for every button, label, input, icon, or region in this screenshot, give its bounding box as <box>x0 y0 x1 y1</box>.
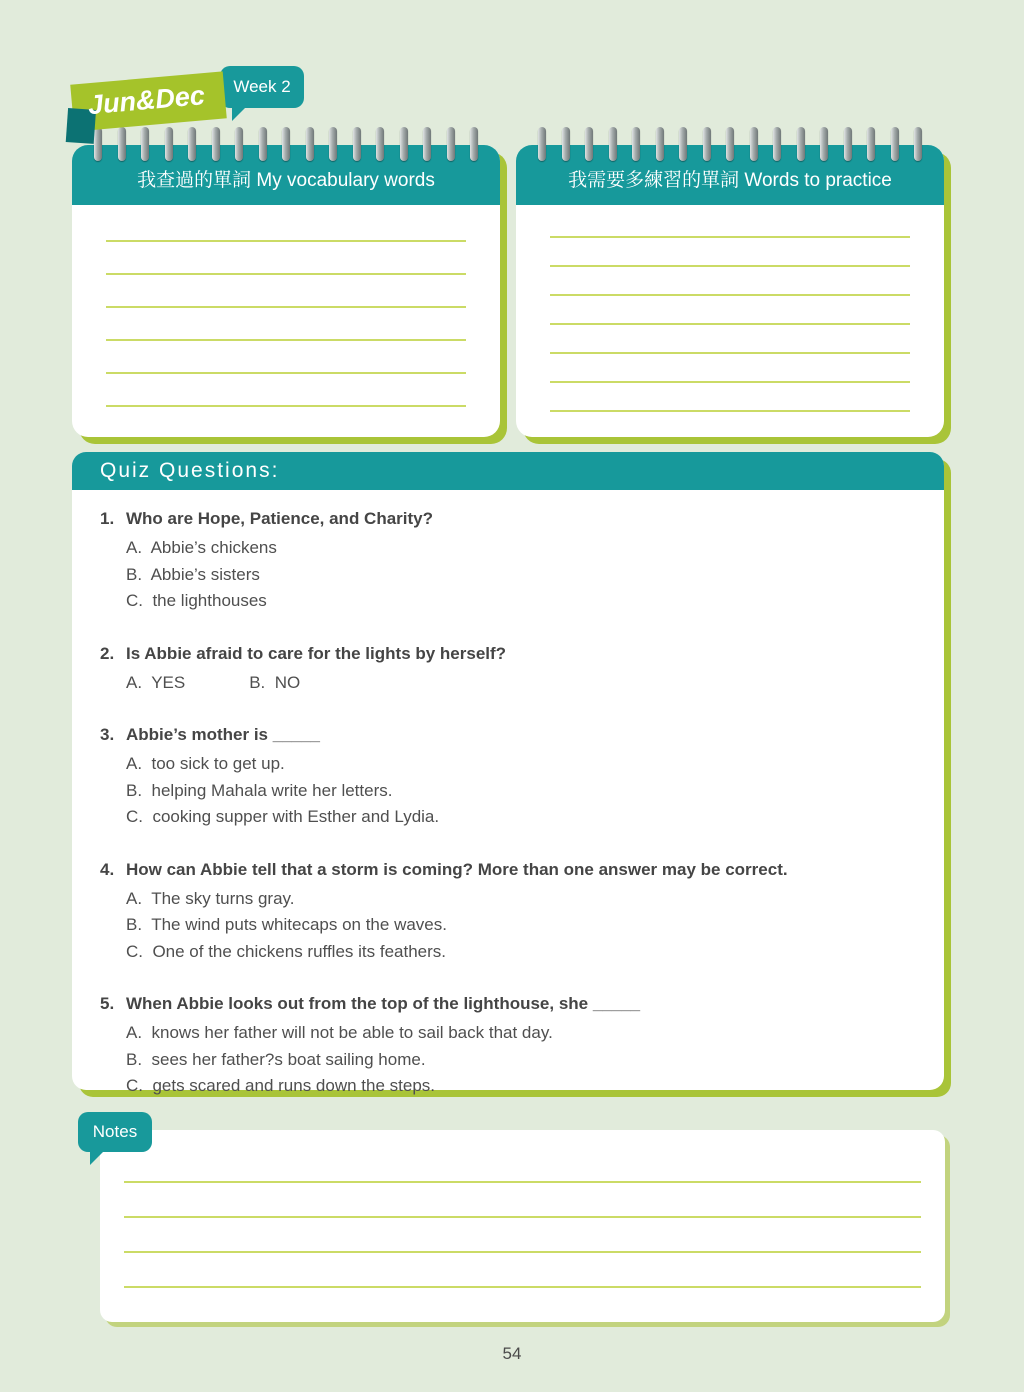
binder-ring-icon <box>562 127 570 161</box>
binder-ring-icon <box>329 127 337 161</box>
binder-ring-icon <box>656 127 664 161</box>
binder-ring-icon <box>259 127 267 161</box>
week-badge-label: Week 2 <box>233 77 291 96</box>
answer-option: B. NO <box>249 672 301 692</box>
question-text: How can Abbie tell that a storm is coming? More than one answer may be correct. <box>126 859 788 879</box>
ruled-line <box>550 383 910 412</box>
ruled-line <box>124 1148 921 1183</box>
binder-ring-icon <box>423 127 431 161</box>
ruled-line <box>124 1218 921 1253</box>
binder-ring-icon <box>353 127 361 161</box>
question-number: 1. <box>100 509 115 528</box>
binder-ring-icon <box>118 127 126 161</box>
ruled-line <box>550 209 910 238</box>
question-text: Abbie’s mother is _____ <box>126 725 321 744</box>
binder-ring-icon <box>797 127 805 161</box>
binder-ring-icon <box>400 127 408 161</box>
binder-rings <box>94 127 478 161</box>
question-text: When Abbie looks out from the top of the lighthouse, she _____ <box>126 994 641 1013</box>
question-text: Who are Hope, Patience, and Charity? <box>126 509 434 528</box>
question-text: Is Abbie afraid to care for the lights by herself? <box>126 643 507 663</box>
page-number: 54 <box>502 1344 522 1363</box>
answer-option: A. The sky turns gray. <box>126 888 295 908</box>
ruled-line <box>106 308 466 341</box>
binder-ring-icon <box>703 127 711 161</box>
quiz-section <box>72 452 944 1095</box>
binder-ring-icon <box>447 127 455 161</box>
practice-card-title: 我需要多練習的單詞 Words to practice <box>516 145 944 205</box>
binder-ring-icon <box>235 127 243 161</box>
binder-ring-icon <box>914 127 922 161</box>
vocabulary-write-area <box>72 205 500 407</box>
ruled-line <box>106 275 466 308</box>
binder-rings <box>538 127 922 161</box>
binder-ring-icon <box>891 127 899 161</box>
question-number: 4. <box>100 859 115 879</box>
question-number: 2. <box>100 643 115 663</box>
question-number: 3. <box>100 725 115 744</box>
notes-badge-label: Notes <box>92 1122 138 1141</box>
answer-option: A. too sick to get up. <box>126 754 285 773</box>
binder-ring-icon <box>609 127 617 161</box>
binder-ring-icon <box>376 127 384 161</box>
ruled-line <box>124 1253 921 1288</box>
quiz-question-2 <box>100 641 904 697</box>
binder-ring-icon <box>212 127 220 161</box>
ruled-line <box>106 209 466 242</box>
binder-ring-icon <box>538 127 546 161</box>
notes-write-area <box>100 1130 945 1288</box>
ruled-line <box>550 267 910 296</box>
binder-ring-icon <box>165 127 173 161</box>
answer-option: B. sees her father?s boat sailing home. <box>126 1049 426 1069</box>
vocabulary-card-title: 我查過的單詞 My vocabulary words <box>72 145 500 205</box>
answer-option: A. YES <box>126 672 186 692</box>
binder-ring-icon <box>679 127 687 161</box>
ruled-line <box>106 341 466 374</box>
ruled-line <box>124 1183 921 1218</box>
binder-ring-icon <box>585 127 593 161</box>
notes-badge <box>78 1112 152 1152</box>
binder-ring-icon <box>820 127 828 161</box>
quiz-question-4 <box>100 857 904 966</box>
binder-ring-icon <box>726 127 734 161</box>
answer-option: A. knows her father will not be able to sail back that day. <box>126 1023 553 1042</box>
ruled-line <box>550 238 910 267</box>
answer-option: C. gets scared and runs down the steps. <box>126 1076 436 1095</box>
binder-ring-icon <box>188 127 196 161</box>
binder-ring-icon <box>94 127 102 161</box>
binder-ring-icon <box>750 127 758 161</box>
answer-option: C. cooking supper with Esther and Lydia. <box>126 807 440 826</box>
binder-ring-icon <box>306 127 314 161</box>
binder-ring-icon <box>282 127 290 161</box>
binder-ring-icon <box>773 127 781 161</box>
answer-option: B. Abbie’s sisters <box>126 564 260 584</box>
month-banner: Jun&Dec <box>70 71 227 131</box>
answer-option: C. the lighthouses <box>126 591 267 610</box>
quiz-body <box>72 490 944 1100</box>
ruled-line <box>550 354 910 383</box>
answer-option: C. One of the chickens ruffles its feathers. <box>126 941 447 961</box>
ruled-line <box>106 242 466 275</box>
answer-option: A. Abbie’s chickens <box>126 538 277 557</box>
binder-ring-icon <box>470 127 478 161</box>
binder-ring-icon <box>632 127 640 161</box>
quiz-question-5 <box>100 991 904 1100</box>
quiz-question-3 <box>100 722 904 831</box>
quiz-section-title: Quiz Questions: <box>72 452 944 490</box>
notes-section <box>100 1130 945 1322</box>
answer-option: B. The wind puts whitecaps on the waves. <box>126 915 447 934</box>
binder-ring-icon <box>141 127 149 161</box>
answer-option: B. helping Mahala write her letters. <box>126 780 393 800</box>
ruled-line <box>106 374 466 407</box>
binder-ring-icon <box>867 127 875 161</box>
ruled-line <box>550 296 910 325</box>
quiz-question-1 <box>100 506 904 615</box>
week-badge <box>220 66 304 108</box>
vocabulary-card <box>72 145 500 437</box>
question-number: 5. <box>100 994 115 1013</box>
practice-card <box>516 145 944 437</box>
binder-ring-icon <box>844 127 852 161</box>
practice-write-area <box>516 205 944 412</box>
ruled-line <box>550 325 910 354</box>
